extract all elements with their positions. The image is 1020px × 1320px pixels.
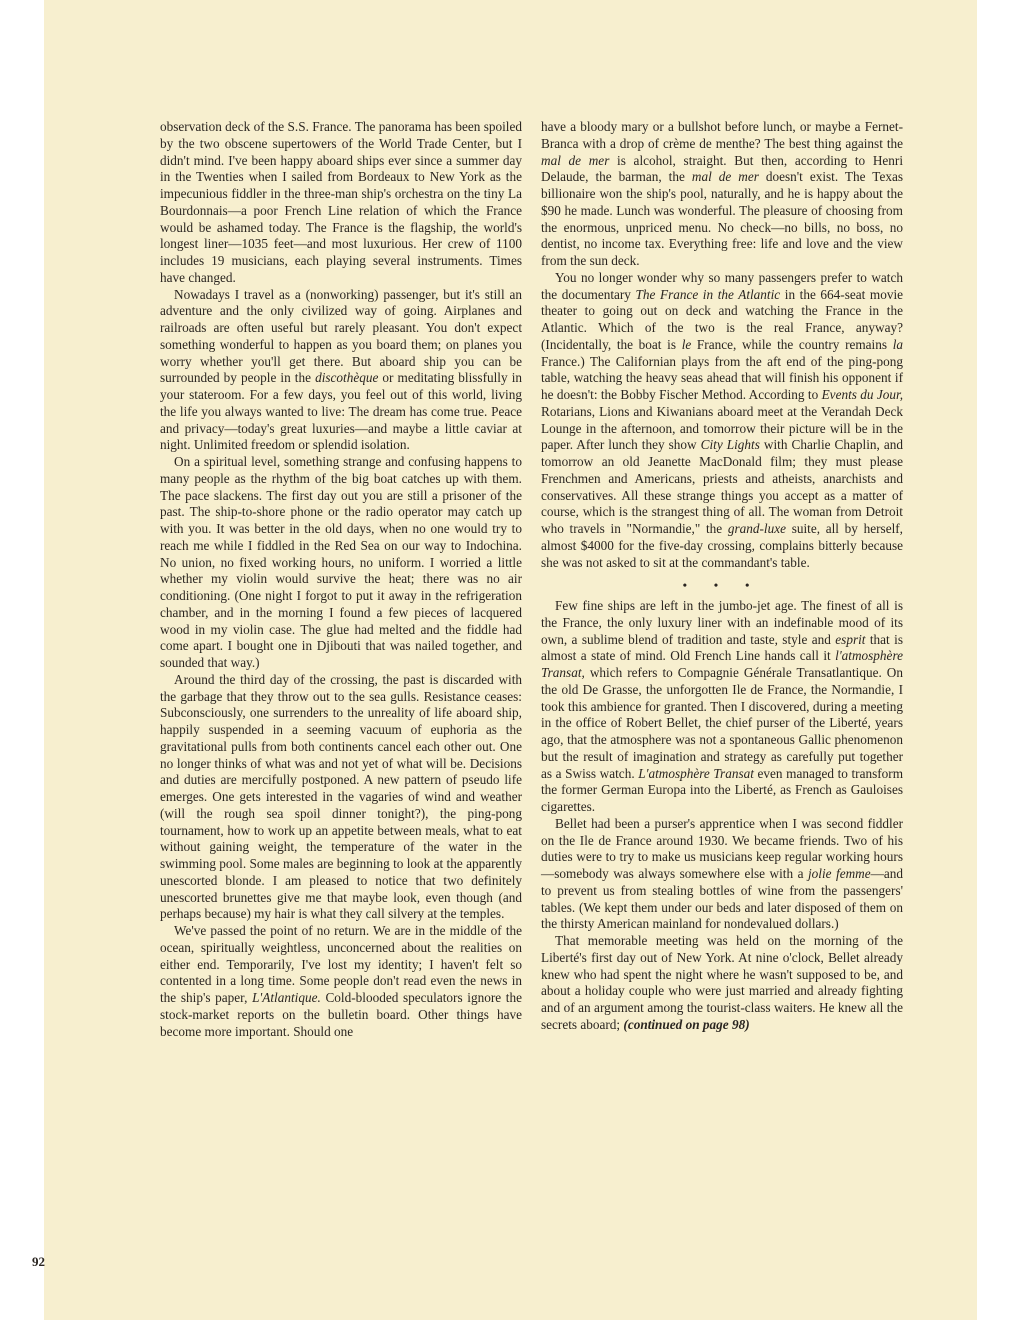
paragraph [160, 119, 522, 287]
text-run: France.) The Californian plays from the aft end of the ping-pong table, watching the heavy seas ahead that will finish his opponent if he doesn't: the Bobby Fischer Method. According to [541, 353, 903, 402]
paragraph [160, 454, 522, 672]
paragraph [160, 672, 522, 923]
italic-text: le [681, 336, 692, 352]
text-run: which refers to Compagnie Générale Transatlantique. On the old De Grasse, the unforgotten Ile de France, the Normandie, I took this ambience for granted. Then I discovered, during a meeting in the office of Robert Bellet, the chief purser of the Liberté, years ago, that the atmosphere was not a spontaneous Gallic phenomenon but the result of imagination and strategy as carefully put together as a Swiss watch. [541, 665, 903, 781]
text-run: On a spiritual level, something strange and confusing happens to many people as the rhythm of the big boat catches up with them. The pace slackens. The first day out you are still a prisoner of the past. The ship-to-shore phone or the radio operator may catch up with you. It was better in the old days, when no one would try to reach me while I fiddled in the Red Sea on our way to Indochina. No union, no fixed working hours, no uniform. I worried a little whether my violin would survive the heat; there was no air conditioning. (One night I forgot to put it away in the refrigeration chamber, and in the morning I found a few pieces of lacquered wood in my violin case. The glue had melted and the fiddle had come apart. I bought one in Djibouti that was nailed together, and sounded that way.) [160, 454, 522, 670]
text-run: You no longer wonder why so many passengers prefer to watch the documentary [541, 269, 903, 302]
text-run: even managed to transform the former German Europa into the Liberté, as French as Gauloises cigarettes. [541, 765, 903, 814]
text-run: Nowadays I travel as a (nonworking) passenger, but it's still an adventure and the only civilized way of going. Airplanes and railroads are often useful but rarely pleasant. You don't expect something wonderful to happen as you board them; on planes you worry whether you'll get there. But aboard ship you can be surrounded by people in the [160, 286, 522, 386]
text-run: or meditating blissfully in your stateroom. For a few days, you feel out of this world, living the life you always wanted to live: The dream has come true. Peace and privacy—today's great luxuries—and maybe a little caviar at night. Unlimited freedom or splendid isolation. [160, 370, 522, 453]
italic-text: discothèque [315, 370, 379, 386]
paragraph [541, 598, 903, 816]
italic-text: Events du Jour, [821, 387, 904, 402]
text-run: doesn't exist. The Texas billionaire won the ship's pool, naturally, and he is happy about the $90 he made. Lunch was wonderful. The pleasure of choosing from the enormous, unpriced menu. No check—no bills, no boss, no dentist, no income tax. Everything free: life and love and the view from the sun deck. [541, 169, 903, 268]
text-run: in the 664-seat movie theater to going out on deck and watching the France in the Atlantic. Which of the two is the real France, anyway? (Incidentally, the boat is [541, 286, 904, 352]
text-run: with Charlie Chaplin, and tomorrow an old Jeanette MacDonald film; they must please Frenchmen and Americans, priests and atheists, anarchists and conservatives. All these strange things you accept as a matter of course, which is the strangest thing of all. The woman from Detroit who travels in "Normandie," the [541, 437, 903, 536]
paragraph [541, 933, 903, 1034]
right-text-column [541, 119, 903, 1034]
text-run: We've passed the point of no return. We are in the middle of the ocean, spiritually weightless, unconcerned about the realities on either end. Temporarily, I've lost my identity; I haven't felt so contented in a long time. Some people don't read even the news in the ship's paper, [160, 923, 522, 1005]
paragraph [541, 816, 903, 933]
text-run: France, while the country remains [691, 336, 893, 352]
text-run: Cold-blooded speculators ignore the stock-market reports on the bulletin board. Other things have become more important. Should one [160, 990, 522, 1039]
text-run: —and to prevent us from stealing bottles of wine from the passengers' tables. (We kept them under our beds and later disposed of them on the thirsty American mainland for nondevalued dollars.) [541, 866, 903, 932]
page-number: 92 [32, 1254, 45, 1269]
italic-text: mal de mer [541, 152, 610, 168]
text-run: suite, all by herself, almost $4000 for the five-day crossing, complains bitterly because she was not asked to sit at the commandant's table. [541, 521, 903, 570]
italic-text: esprit [835, 631, 866, 647]
italic-text: City Lights [700, 437, 760, 453]
text-run: Rotarians, Lions and Kiwanians aboard meet at the Verandah Deck Lounge in the afternoon, and tomorrow their picture will be in the paper. After lunch they show [541, 403, 903, 453]
italic-text: grand-luxe [727, 521, 786, 536]
italic-text: The France in the Atlantic [635, 286, 781, 302]
paragraph [160, 923, 522, 1040]
italic-text: mal de mer [691, 169, 759, 185]
text-run: have a bloody mary or a bullshot before lunch, or maybe a Fernet-Branca with a drop of crème de menthe? The best thing against the [541, 119, 903, 151]
paragraph [541, 270, 903, 572]
italic-text: L'atmosphère Transat [638, 765, 754, 781]
text-run: that is almost a state of mind. Old French Line hands call it [541, 631, 903, 664]
left-text-column [160, 119, 522, 1040]
text-run: Few fine ships are left in the jumbo-jet age. The finest of all is the France, the only luxury liner with an indefinable mood of its own, a sublime blend of tradition and taste, style and [541, 598, 903, 647]
italic-text: L'Atlantique. [252, 990, 321, 1005]
italic-text: (continued on page 98) [623, 1016, 750, 1032]
italic-text: jolie femme [807, 866, 871, 881]
italic-text: la [892, 336, 904, 352]
section-separator: • • • [682, 578, 762, 593]
text-run: is alcohol, straight. But then, according to Henri Delaude, the barman, the [541, 152, 903, 185]
magazine-page [44, 0, 977, 1320]
italic-text: l'atmosphère Transat, [541, 648, 903, 680]
text-run: That memorable meeting was held on the morning of the Liberté's first day out of New York. At nine o'clock, Bellet already knew who had spent the night where he wasn't supposed to be, and about a holiday couple who were just married and already fighting and of an argument among the tourist-class waiters. He knew all the secrets aboard; [541, 933, 903, 1032]
paragraph [160, 287, 522, 455]
text-run: Around the third day of the crossing, the past is discarded with the garbage that they throw out to the sea gulls. Resistance ceases: Subconsciously, one surrenders to the unreality of life aboard ship, happily suspended in a seeming vacuum of euphoria as the gravitational pulls from both continents cancel each other out. One no longer thinks of what was and not yet of what will be. Decisions and duties are mercifully postponed. A new pattern of pseudo life emerges. One gets interested in the vagaries of wind and weather (will the rough sea spoil dinner tonight?), the ping-pong tournament, how to work up an appetite between meals, what to eat without gaining weight, the temperature of the water in the swimming pool. Some males are beginning to look at the apparently unescorted blonde. I am pleased to notice that two definitely unescorted brunettes give me that maybe look, even though (and perhaps because) my hair is what they call silvery at the temples. [160, 671, 522, 922]
paragraph [541, 119, 903, 270]
text-run: Bellet had been a purser's apprentice when I was second fiddler on the Ile de France around 1930. We became friends. Two of his duties were to try to make us musicians keep regular working hours—somebody was always somewhere else with a [541, 815, 903, 881]
text-run: observation deck of the S.S. France. The panorama has been spoiled by the two obscene supertowers of the World Trade Center, but I didn't mind. I've been happy aboard ships ever since a summer day in the Twenties when I sailed from Bordeaux to New York as the impecunious fiddler in the three-man ship's orchestra on the tiny La Bourdonnais—a poor French Line relation of which the France would be ashamed today. The France is the flagship, the world's longest liner—1035 feet—and most luxurious. Her crew of 1100 includes 19 musicians, each playing several instruments. Times have changed. [160, 119, 522, 285]
